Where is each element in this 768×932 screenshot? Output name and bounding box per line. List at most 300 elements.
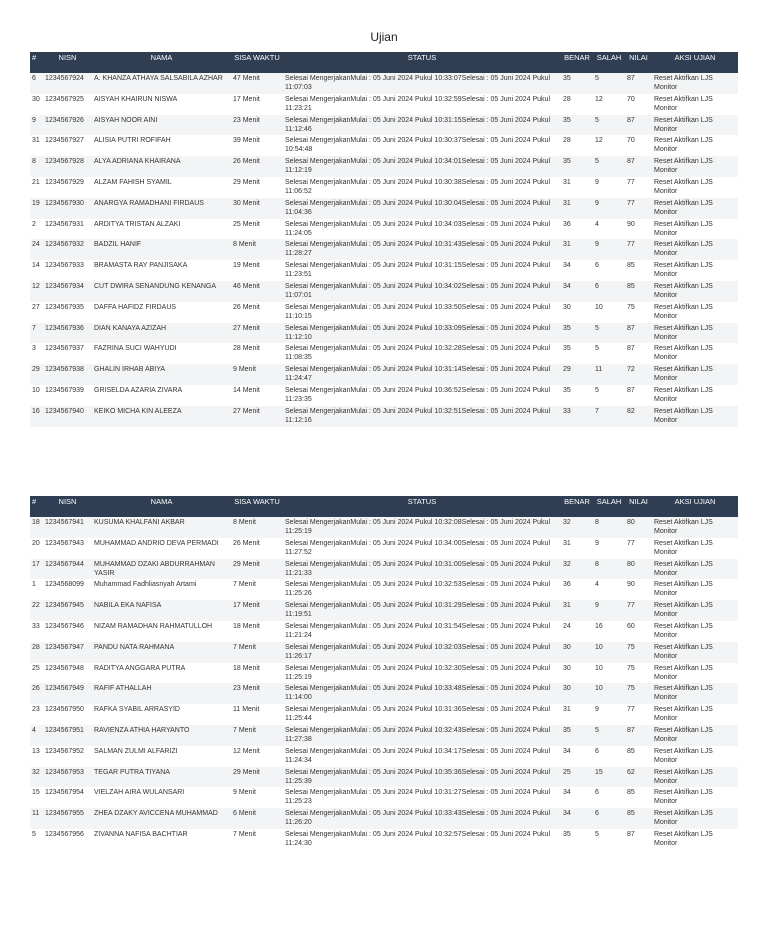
- cell-nama: ANARGYA RAMADHANI FIRDAUS: [92, 198, 231, 219]
- cell-no: 16: [30, 406, 43, 427]
- cell-salah: 6: [593, 746, 625, 767]
- cell-nilai: 87: [625, 323, 652, 344]
- cell-aksi-ujian[interactable]: Reset Aktifkan LJS Monitor: [652, 725, 738, 746]
- cell-no: 2: [30, 219, 43, 240]
- cell-sisa-waktu: 29 Menit: [231, 767, 283, 788]
- cell-nilai: 87: [625, 385, 652, 406]
- table-row: [30, 746, 738, 767]
- cell-aksi-ujian[interactable]: Reset Aktifkan LJS Monitor: [652, 621, 738, 642]
- cell-aksi-ujian[interactable]: Reset Aktifkan LJS Monitor: [652, 663, 738, 684]
- cell-salah: 16: [593, 621, 625, 642]
- cell-nama: A. KHANZA ATHAYA SALSABILA AZHAR: [92, 73, 231, 94]
- cell-benar: 34: [561, 260, 593, 281]
- cell-status: Selesai MengerjakanMulai : 05 Juni 2024 Pukul 10:32:30Selesai : 05 Juni 2024 Pukul 11:25:19: [283, 663, 561, 684]
- cell-status: Selesai MengerjakanMulai : 05 Juni 2024 Pukul 10:30:04Selesai : 05 Juni 2024 Pukul 11:04:36: [283, 198, 561, 219]
- cell-aksi-ujian[interactable]: Reset Aktifkan LJS Monitor: [652, 517, 738, 538]
- cell-aksi-ujian[interactable]: Reset Aktifkan LJS Monitor: [652, 260, 738, 281]
- cell-benar: 35: [561, 829, 593, 850]
- cell-nilai: 75: [625, 642, 652, 663]
- cell-aksi-ujian[interactable]: Reset Aktifkan LJS Monitor: [652, 767, 738, 788]
- cell-aksi-ujian[interactable]: Reset Aktifkan LJS Monitor: [652, 385, 738, 406]
- cell-benar: 31: [561, 704, 593, 725]
- cell-status: Selesai MengerjakanMulai : 05 Juni 2024 Pukul 10:34:03Selesai : 05 Juni 2024 Pukul 11:24:05: [283, 219, 561, 240]
- cell-nisn: 1234568099: [43, 579, 92, 600]
- cell-nisn: 1234567931: [43, 219, 92, 240]
- column-header-nama[interactable]: NAMA: [92, 496, 231, 517]
- cell-no: 9: [30, 115, 43, 136]
- cell-nilai: 85: [625, 281, 652, 302]
- cell-sisa-waktu: 6 Menit: [231, 808, 283, 829]
- cell-sisa-waktu: 26 Menit: [231, 538, 283, 559]
- cell-salah: 9: [593, 538, 625, 559]
- table-row: [30, 600, 738, 621]
- cell-no: 23: [30, 704, 43, 725]
- cell-sisa-waktu: 26 Menit: [231, 156, 283, 177]
- cell-salah: 12: [593, 94, 625, 115]
- cell-benar: 36: [561, 579, 593, 600]
- cell-benar: 30: [561, 642, 593, 663]
- column-header-status[interactable]: STATUS: [283, 496, 561, 517]
- cell-salah: 5: [593, 156, 625, 177]
- cell-salah: 10: [593, 663, 625, 684]
- cell-nilai: 72: [625, 364, 652, 385]
- cell-sisa-waktu: 18 Menit: [231, 621, 283, 642]
- cell-status: Selesai MengerjakanMulai : 05 Juni 2024 Pukul 10:34:00Selesai : 05 Juni 2024 Pukul 11:27:52: [283, 538, 561, 559]
- cell-nisn: 1234567934: [43, 281, 92, 302]
- cell-nisn: 1234567933: [43, 260, 92, 281]
- cell-sisa-waktu: 26 Menit: [231, 302, 283, 323]
- cell-benar: 31: [561, 198, 593, 219]
- table-row: [30, 808, 738, 829]
- cell-status: Selesai MengerjakanMulai : 05 Juni 2024 Pukul 10:33:09Selesai : 05 Juni 2024 Pukul 11:12:10: [283, 323, 561, 344]
- cell-aksi-ujian[interactable]: Reset Aktifkan LJS Monitor: [652, 683, 738, 704]
- cell-status: Selesai MengerjakanMulai : 05 Juni 2024 Pukul 10:32:08Selesai : 05 Juni 2024 Pukul 11:25:19: [283, 517, 561, 538]
- cell-aksi-ujian[interactable]: Reset Aktifkan LJS Monitor: [652, 579, 738, 600]
- table-row: [30, 281, 738, 302]
- cell-no: 19: [30, 198, 43, 219]
- cell-salah: 8: [593, 559, 625, 580]
- cell-no: 24: [30, 239, 43, 260]
- table-row: [30, 323, 738, 344]
- cell-nama: DIAN KANAYA AZIZAH: [92, 323, 231, 344]
- table-row: [30, 115, 738, 136]
- cell-nisn: 1234567953: [43, 767, 92, 788]
- cell-status: Selesai MengerjakanMulai : 05 Juni 2024 Pukul 10:33:50Selesai : 05 Juni 2024 Pukul 11:10:15: [283, 302, 561, 323]
- cell-status: Selesai MengerjakanMulai : 05 Juni 2024 Pukul 10:31:27Selesai : 05 Juni 2024 Pukul 11:25:23: [283, 787, 561, 808]
- column-header-salah[interactable]: SALAH: [593, 496, 625, 517]
- cell-nama: ALISIA PUTRI ROFIFAH: [92, 135, 231, 156]
- table-row: [30, 538, 738, 559]
- cell-status: Selesai MengerjakanMulai : 05 Juni 2024 Pukul 10:32:57Selesai : 05 Juni 2024 Pukul 11:24:30: [283, 829, 561, 850]
- table-row: [30, 156, 738, 177]
- cell-status: Selesai MengerjakanMulai : 05 Juni 2024 Pukul 10:31:14Selesai : 05 Juni 2024 Pukul 11:24:47: [283, 364, 561, 385]
- cell-no: 28: [30, 642, 43, 663]
- cell-aksi-ujian[interactable]: Reset Aktifkan LJS Monitor: [652, 94, 738, 115]
- cell-sisa-waktu: 8 Menit: [231, 517, 283, 538]
- column-header-nisn[interactable]: NISN: [43, 496, 92, 517]
- table-row: [30, 364, 738, 385]
- cell-benar: 31: [561, 239, 593, 260]
- cell-aksi-ujian[interactable]: Reset Aktifkan LJS Monitor: [652, 364, 738, 385]
- cell-aksi-ujian[interactable]: Reset Aktifkan LJS Monitor: [652, 115, 738, 136]
- table-row: [30, 73, 738, 94]
- column-header-status[interactable]: STATUS: [283, 52, 561, 73]
- table-row: [30, 787, 738, 808]
- column-header-nilai[interactable]: NILAI: [625, 52, 652, 73]
- table-row: [30, 385, 738, 406]
- cell-sisa-waktu: 8 Menit: [231, 239, 283, 260]
- cell-status: Selesai MengerjakanMulai : 05 Juni 2024 Pukul 10:33:48Selesai : 05 Juni 2024 Pukul 11:14:00: [283, 683, 561, 704]
- column-header-sisa-waktu[interactable]: SISA WAKTU: [231, 52, 283, 73]
- cell-salah: 11: [593, 364, 625, 385]
- cell-aksi-ujian[interactable]: Reset Aktifkan LJS Monitor: [652, 73, 738, 94]
- column-header-benar[interactable]: BENAR: [561, 52, 593, 73]
- cell-aksi-ujian[interactable]: Reset Aktifkan LJS Monitor: [652, 135, 738, 156]
- cell-no: 5: [30, 829, 43, 850]
- cell-nama: RAVIENZA ATHIA HARYANTO: [92, 725, 231, 746]
- cell-status: Selesai MengerjakanMulai : 05 Juni 2024 Pukul 10:33:07Selesai : 05 Juni 2024 Pukul 11:07:03: [283, 73, 561, 94]
- cell-salah: 5: [593, 343, 625, 364]
- table-row: [30, 135, 738, 156]
- cell-benar: 31: [561, 538, 593, 559]
- cell-nilai: 87: [625, 73, 652, 94]
- cell-nisn: 1234567940: [43, 406, 92, 427]
- cell-aksi-ujian[interactable]: Reset Aktifkan LJS Monitor: [652, 406, 738, 427]
- cell-no: 31: [30, 135, 43, 156]
- cell-status: Selesai MengerjakanMulai : 05 Juni 2024 Pukul 10:31:36Selesai : 05 Juni 2024 Pukul 11:25:44: [283, 704, 561, 725]
- cell-nama: ZHEA DZAKY AVICCENA MUHAMMAD: [92, 808, 231, 829]
- cell-aksi-ujian[interactable]: Reset Aktifkan LJS Monitor: [652, 829, 738, 850]
- cell-nisn: 1234567937: [43, 343, 92, 364]
- cell-no: 22: [30, 600, 43, 621]
- cell-salah: 5: [593, 725, 625, 746]
- cell-salah: 9: [593, 177, 625, 198]
- column-header-salah[interactable]: SALAH: [593, 52, 625, 73]
- cell-salah: 7: [593, 406, 625, 427]
- cell-no: 25: [30, 663, 43, 684]
- cell-nisn: 1234567939: [43, 385, 92, 406]
- cell-aksi-ujian[interactable]: Reset Aktifkan LJS Monitor: [652, 198, 738, 219]
- column-header-nisn[interactable]: NISN: [43, 52, 92, 73]
- cell-nilai: 85: [625, 787, 652, 808]
- cell-salah: 6: [593, 808, 625, 829]
- cell-nisn: 1234567949: [43, 683, 92, 704]
- cell-nilai: 77: [625, 600, 652, 621]
- cell-nilai: 87: [625, 725, 652, 746]
- exam-table-1: [30, 52, 738, 427]
- cell-status: Selesai MengerjakanMulai : 05 Juni 2024 Pukul 10:31:29Selesai : 05 Juni 2024 Pukul 11:19:51: [283, 600, 561, 621]
- cell-benar: 32: [561, 559, 593, 580]
- cell-nilai: 85: [625, 260, 652, 281]
- cell-nama: SALMAN ZULMI ALFARIZI: [92, 746, 231, 767]
- cell-no: 11: [30, 808, 43, 829]
- table-row: [30, 517, 738, 538]
- cell-nama: BADZIL HANIF: [92, 239, 231, 260]
- cell-aksi-ujian[interactable]: Reset Aktifkan LJS Monitor: [652, 302, 738, 323]
- cell-benar: 28: [561, 94, 593, 115]
- cell-salah: 10: [593, 302, 625, 323]
- table-row: [30, 406, 738, 427]
- cell-nisn: 1234567951: [43, 725, 92, 746]
- cell-salah: 9: [593, 198, 625, 219]
- column-header-nama[interactable]: NAMA: [92, 52, 231, 73]
- cell-no: 33: [30, 621, 43, 642]
- cell-benar: 35: [561, 115, 593, 136]
- table-row: [30, 94, 738, 115]
- cell-nilai: 85: [625, 808, 652, 829]
- cell-sisa-waktu: 19 Menit: [231, 260, 283, 281]
- cell-no: 26: [30, 683, 43, 704]
- cell-no: 30: [30, 94, 43, 115]
- cell-no: 7: [30, 323, 43, 344]
- cell-no: 20: [30, 538, 43, 559]
- cell-sisa-waktu: 7 Menit: [231, 642, 283, 663]
- cell-salah: 5: [593, 115, 625, 136]
- cell-no: 17: [30, 559, 43, 580]
- cell-nisn: 1234567945: [43, 600, 92, 621]
- cell-benar: 35: [561, 343, 593, 364]
- cell-nisn: 1234567952: [43, 746, 92, 767]
- cell-benar: 34: [561, 787, 593, 808]
- cell-aksi-ujian[interactable]: Reset Aktifkan LJS Monitor: [652, 538, 738, 559]
- cell-sisa-waktu: 7 Menit: [231, 725, 283, 746]
- column-header-aksi-ujian: AKSI UJIAN: [652, 52, 738, 73]
- page-title: Ujian: [370, 30, 398, 44]
- cell-nilai: 77: [625, 177, 652, 198]
- cell-nilai: 75: [625, 663, 652, 684]
- cell-aksi-ujian[interactable]: Reset Aktifkan LJS Monitor: [652, 642, 738, 663]
- cell-status: Selesai MengerjakanMulai : 05 Juni 2024 Pukul 10:32:28Selesai : 05 Juni 2024 Pukul 11:08:35: [283, 343, 561, 364]
- cell-no: 12: [30, 281, 43, 302]
- cell-nisn: 1234567929: [43, 177, 92, 198]
- cell-status: Selesai MengerjakanMulai : 05 Juni 2024 Pukul 10:32:59Selesai : 05 Juni 2024 Pukul 11:23:21: [283, 94, 561, 115]
- cell-nilai: 62: [625, 767, 652, 788]
- cell-aksi-ujian[interactable]: Reset Aktifkan LJS Monitor: [652, 600, 738, 621]
- cell-status: Selesai MengerjakanMulai : 05 Juni 2024 Pukul 10:31:15Selesai : 05 Juni 2024 Pukul 11:23:51: [283, 260, 561, 281]
- cell-nilai: 87: [625, 829, 652, 850]
- cell-salah: 10: [593, 642, 625, 663]
- cell-nisn: 1234567932: [43, 239, 92, 260]
- cell-benar: 35: [561, 156, 593, 177]
- table-body: [30, 517, 738, 850]
- cell-nama: CUT DWIRA SENANDUNG KENANGA: [92, 281, 231, 302]
- table-row: [30, 219, 738, 240]
- cell-benar: 31: [561, 600, 593, 621]
- exam-table-2: [30, 496, 738, 850]
- cell-nisn: 1234567930: [43, 198, 92, 219]
- cell-sisa-waktu: 9 Menit: [231, 364, 283, 385]
- cell-nisn: 1234567927: [43, 135, 92, 156]
- cell-sisa-waktu: 29 Menit: [231, 559, 283, 580]
- cell-benar: 35: [561, 725, 593, 746]
- cell-nama: MUHAMMAD DZAKI ABDURRAHMAN YASIR: [92, 559, 231, 580]
- cell-nama: KEIKO MICHA KIN ALEEZA: [92, 406, 231, 427]
- cell-nama: GRISELDA AZARIA ZIVARA: [92, 385, 231, 406]
- cell-nilai: 77: [625, 538, 652, 559]
- cell-no: 10: [30, 385, 43, 406]
- cell-salah: 4: [593, 579, 625, 600]
- cell-salah: 9: [593, 704, 625, 725]
- cell-salah: 10: [593, 683, 625, 704]
- cell-no: 3: [30, 343, 43, 364]
- cell-sisa-waktu: 29 Menit: [231, 177, 283, 198]
- cell-no: 8: [30, 156, 43, 177]
- cell-nama: ZIVANNA NAFISA BACHTIAR: [92, 829, 231, 850]
- cell-nama: RADITYA ANGGARA PUTRA: [92, 663, 231, 684]
- cell-status: Selesai MengerjakanMulai : 05 Juni 2024 Pukul 10:31:43Selesai : 05 Juni 2024 Pukul 11:28:27: [283, 239, 561, 260]
- cell-aksi-ujian[interactable]: Reset Aktifkan LJS Monitor: [652, 156, 738, 177]
- cell-nilai: 77: [625, 198, 652, 219]
- table-row: [30, 621, 738, 642]
- cell-aksi-ujian[interactable]: Reset Aktifkan LJS Monitor: [652, 746, 738, 767]
- cell-nama: TEGAR PUTRA TIYANA: [92, 767, 231, 788]
- cell-benar: 30: [561, 663, 593, 684]
- cell-sisa-waktu: 7 Menit: [231, 829, 283, 850]
- cell-no: 4: [30, 725, 43, 746]
- column-header-no[interactable]: #: [30, 496, 43, 517]
- table-row: [30, 302, 738, 323]
- cell-status: Selesai MengerjakanMulai : 05 Juni 2024 Pukul 10:36:52Selesai : 05 Juni 2024 Pukul 11:23:35: [283, 385, 561, 406]
- cell-nilai: 75: [625, 683, 652, 704]
- column-header-sisa-waktu[interactable]: SISA WAKTU: [231, 496, 283, 517]
- table-row: [30, 725, 738, 746]
- cell-status: Selesai MengerjakanMulai : 05 Juni 2024 Pukul 10:32:03Selesai : 05 Juni 2024 Pukul 11:26:17: [283, 642, 561, 663]
- cell-nama: MUHAMMAD ANDRIO DEVA PERMADI: [92, 538, 231, 559]
- cell-nisn: 1234567948: [43, 663, 92, 684]
- cell-aksi-ujian[interactable]: Reset Aktifkan LJS Monitor: [652, 704, 738, 725]
- table-row: [30, 579, 738, 600]
- column-header-nilai[interactable]: NILAI: [625, 496, 652, 517]
- cell-salah: 8: [593, 517, 625, 538]
- cell-nilai: 87: [625, 343, 652, 364]
- cell-status: Selesai MengerjakanMulai : 05 Juni 2024 Pukul 10:31:54Selesai : 05 Juni 2024 Pukul 11:21:24: [283, 621, 561, 642]
- cell-nilai: 85: [625, 746, 652, 767]
- column-header-benar[interactable]: BENAR: [561, 496, 593, 517]
- table-header: [30, 52, 738, 73]
- cell-benar: 34: [561, 746, 593, 767]
- cell-no: 1: [30, 579, 43, 600]
- cell-sisa-waktu: 39 Menit: [231, 135, 283, 156]
- cell-benar: 31: [561, 177, 593, 198]
- cell-nisn: 1234567956: [43, 829, 92, 850]
- cell-sisa-waktu: 14 Menit: [231, 385, 283, 406]
- cell-aksi-ujian[interactable]: Reset Aktifkan LJS Monitor: [652, 787, 738, 808]
- cell-nilai: 70: [625, 135, 652, 156]
- cell-sisa-waktu: 17 Menit: [231, 600, 283, 621]
- cell-benar: 25: [561, 767, 593, 788]
- cell-nisn: 1234567924: [43, 73, 92, 94]
- cell-nilai: 60: [625, 621, 652, 642]
- table-row: [30, 683, 738, 704]
- cell-nama: PANDU NATA RAHMANA: [92, 642, 231, 663]
- cell-nilai: 82: [625, 406, 652, 427]
- cell-aksi-ujian[interactable]: Reset Aktifkan LJS Monitor: [652, 219, 738, 240]
- cell-no: 18: [30, 517, 43, 538]
- cell-sisa-waktu: 46 Menit: [231, 281, 283, 302]
- cell-nama: RAFIF ATHALLAH: [92, 683, 231, 704]
- cell-benar: 32: [561, 517, 593, 538]
- cell-status: Selesai MengerjakanMulai : 05 Juni 2024 Pukul 10:34:02Selesai : 05 Juni 2024 Pukul 11:07:01: [283, 281, 561, 302]
- cell-nisn: 1234567928: [43, 156, 92, 177]
- cell-sisa-waktu: 27 Menit: [231, 323, 283, 344]
- cell-status: Selesai MengerjakanMulai : 05 Juni 2024 Pukul 10:31:00Selesai : 05 Juni 2024 Pukul 11:21:33: [283, 559, 561, 580]
- cell-status: Selesai MengerjakanMulai : 05 Juni 2024 Pukul 10:32:53Selesai : 05 Juni 2024 Pukul 11:25:26: [283, 579, 561, 600]
- cell-nama: FAZRINA SUCI WAHYUDI: [92, 343, 231, 364]
- cell-nilai: 80: [625, 559, 652, 580]
- cell-sisa-waktu: 17 Menit: [231, 94, 283, 115]
- cell-salah: 6: [593, 281, 625, 302]
- cell-aksi-ujian[interactable]: Reset Aktifkan LJS Monitor: [652, 343, 738, 364]
- table-row: [30, 559, 738, 580]
- cell-no: 21: [30, 177, 43, 198]
- cell-status: Selesai MengerjakanMulai : 05 Juni 2024 Pukul 10:31:15Selesai : 05 Juni 2024 Pukul 11:12:46: [283, 115, 561, 136]
- cell-nama: NABILA EKA NAFISA: [92, 600, 231, 621]
- cell-nilai: 80: [625, 517, 652, 538]
- cell-nisn: 1234567925: [43, 94, 92, 115]
- cell-sisa-waktu: 23 Menit: [231, 683, 283, 704]
- table-body: [30, 73, 738, 427]
- cell-nama: Muhammad Fadhliasnyah Artami: [92, 579, 231, 600]
- cell-sisa-waktu: 18 Menit: [231, 663, 283, 684]
- cell-nilai: 75: [625, 302, 652, 323]
- cell-nama: KUSUMA KHALFANI AKBAR: [92, 517, 231, 538]
- cell-benar: 30: [561, 302, 593, 323]
- cell-aksi-ujian[interactable]: Reset Aktifkan LJS Monitor: [652, 239, 738, 260]
- cell-benar: 34: [561, 808, 593, 829]
- table-row: [30, 260, 738, 281]
- cell-nisn: 1234567941: [43, 517, 92, 538]
- cell-nilai: 87: [625, 115, 652, 136]
- cell-salah: 6: [593, 260, 625, 281]
- cell-nama: ALYA ADRIANA KHAIRANA: [92, 156, 231, 177]
- cell-no: 13: [30, 746, 43, 767]
- cell-status: Selesai MengerjakanMulai : 05 Juni 2024 Pukul 10:34:01Selesai : 05 Juni 2024 Pukul 11:12:19: [283, 156, 561, 177]
- cell-aksi-ujian[interactable]: Reset Aktifkan LJS Monitor: [652, 559, 738, 580]
- cell-benar: 34: [561, 281, 593, 302]
- cell-nisn: 1234567938: [43, 364, 92, 385]
- cell-benar: 30: [561, 683, 593, 704]
- cell-sisa-waktu: 9 Menit: [231, 787, 283, 808]
- cell-nama: BRAMASTA RAY PANJISAKA: [92, 260, 231, 281]
- cell-status: Selesai MengerjakanMulai : 05 Juni 2024 Pukul 10:33:43Selesai : 05 Juni 2024 Pukul 11:26:20: [283, 808, 561, 829]
- table-row: [30, 642, 738, 663]
- cell-no: 27: [30, 302, 43, 323]
- cell-aksi-ujian[interactable]: Reset Aktifkan LJS Monitor: [652, 323, 738, 344]
- table-row: [30, 239, 738, 260]
- cell-benar: 35: [561, 73, 593, 94]
- cell-nama: ARDITYA TRISTAN ALZAKI: [92, 219, 231, 240]
- cell-no: 6: [30, 73, 43, 94]
- cell-nisn: 1234567926: [43, 115, 92, 136]
- cell-nama: AISYAH KHAIRUN NISWA: [92, 94, 231, 115]
- cell-nisn: 1234567947: [43, 642, 92, 663]
- column-header-no[interactable]: #: [30, 52, 43, 73]
- cell-aksi-ujian[interactable]: Reset Aktifkan LJS Monitor: [652, 281, 738, 302]
- column-header-aksi-ujian: AKSI UJIAN: [652, 496, 738, 517]
- cell-nama: AISYAH NOOR AINI: [92, 115, 231, 136]
- cell-no: 32: [30, 767, 43, 788]
- cell-sisa-waktu: 47 Menit: [231, 73, 283, 94]
- cell-status: Selesai MengerjakanMulai : 05 Juni 2024 Pukul 10:30:38Selesai : 05 Juni 2024 Pukul 11:06:52: [283, 177, 561, 198]
- cell-status: Selesai MengerjakanMulai : 05 Juni 2024 Pukul 10:30:37Selesai : 05 Juni 2024 Pukul 10:54:48: [283, 135, 561, 156]
- cell-aksi-ujian[interactable]: Reset Aktifkan LJS Monitor: [652, 177, 738, 198]
- cell-salah: 15: [593, 767, 625, 788]
- cell-sisa-waktu: 11 Menit: [231, 704, 283, 725]
- cell-nilai: 77: [625, 239, 652, 260]
- cell-nama: RAFKA SYABIL ARRASYID: [92, 704, 231, 725]
- cell-aksi-ujian[interactable]: Reset Aktifkan LJS Monitor: [652, 808, 738, 829]
- cell-status: Selesai MengerjakanMulai : 05 Juni 2024 Pukul 10:35:36Selesai : 05 Juni 2024 Pukul 11:25:39: [283, 767, 561, 788]
